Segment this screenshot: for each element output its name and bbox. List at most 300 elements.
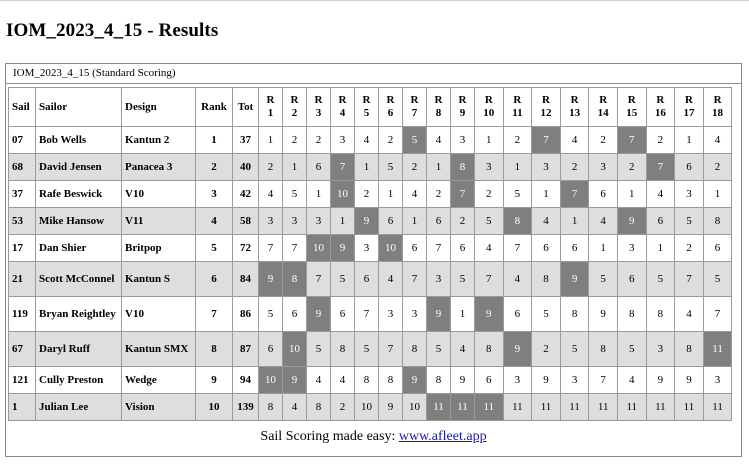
race-score: 8 — [331, 332, 355, 367]
race-score: 3 — [675, 181, 704, 208]
discarded-race-score: 7 — [646, 154, 675, 181]
rank: 2 — [196, 154, 233, 181]
race-score: 5 — [617, 332, 646, 367]
race-score: 6 — [427, 208, 451, 235]
race-score: 2 — [259, 154, 283, 181]
race-number: 12 — [540, 107, 552, 119]
race-score: 1 — [451, 297, 475, 332]
race-number: 6 — [387, 107, 394, 119]
table-row — [9, 208, 732, 235]
sail-number: 67 — [9, 332, 36, 367]
race-score: 1 — [503, 154, 532, 181]
race-score: 3 — [427, 262, 451, 297]
sail-number: 119 — [9, 297, 36, 332]
race-score: 3 — [283, 208, 307, 235]
header-sail: Sail — [9, 88, 36, 127]
afleet-link[interactable]: www.afleet.app — [398, 429, 487, 444]
race-score: 2 — [403, 154, 427, 181]
race-letter: R — [338, 94, 347, 106]
discarded-race-score: 9 — [617, 208, 646, 235]
discarded-race-score: 9 — [283, 367, 307, 394]
boat-design: V10 — [122, 297, 196, 332]
race-score: 4 — [379, 262, 403, 297]
discarded-race-score: 7 — [331, 154, 355, 181]
race-score: 4 — [532, 208, 561, 235]
boat-design: V11 — [122, 208, 196, 235]
footer-text: Sail Scoring made easy: — [260, 429, 399, 444]
race-number: 3 — [315, 107, 322, 119]
page-title: IOM_2023_4_15 - Results — [6, 20, 219, 41]
race-score: 1 — [675, 127, 704, 154]
race-score: 10 — [355, 394, 379, 421]
discarded-race-score: 10 — [379, 235, 403, 262]
total-points: 87 — [233, 332, 259, 367]
race-score: 4 — [259, 181, 283, 208]
discarded-race-score: 11 — [427, 394, 451, 421]
race-score: 6 — [646, 208, 675, 235]
race-score: 8 — [427, 367, 451, 394]
race-score: 5 — [560, 332, 589, 367]
race-score: 3 — [589, 154, 618, 181]
race-score: 2 — [675, 235, 704, 262]
table-row — [9, 235, 732, 262]
discarded-race-score: 10 — [331, 181, 355, 208]
race-score: 3 — [379, 297, 403, 332]
race-number: 4 — [339, 107, 346, 119]
total-points: 139 — [233, 394, 259, 421]
rank: 7 — [196, 297, 233, 332]
race-score: 3 — [259, 208, 283, 235]
race-score: 6 — [259, 332, 283, 367]
race-score: 3 — [403, 297, 427, 332]
race-number: 8 — [435, 107, 442, 119]
race-letter: R — [599, 94, 608, 106]
discarded-race-score: 7 — [560, 181, 589, 208]
race-score: 4 — [307, 367, 331, 394]
race-score: 8 — [403, 332, 427, 367]
sail-number: 68 — [9, 154, 36, 181]
race-score: 11 — [532, 394, 561, 421]
race-score: 6 — [589, 181, 618, 208]
race-score: 11 — [675, 394, 704, 421]
rank: 9 — [196, 367, 233, 394]
race-number: 15 — [626, 107, 638, 119]
sail-number: 1 — [9, 394, 36, 421]
race-score: 6 — [331, 297, 355, 332]
discarded-race-score: 8 — [451, 154, 475, 181]
race-score: 5 — [503, 181, 532, 208]
race-score: 11 — [703, 394, 732, 421]
race-score: 8 — [475, 332, 504, 367]
race-score: 2 — [331, 394, 355, 421]
header-race-9 — [451, 88, 475, 127]
race-score: 4 — [331, 367, 355, 394]
header-race-4 — [331, 88, 355, 127]
race-score: 6 — [307, 154, 331, 181]
race-score: 2 — [589, 127, 618, 154]
sail-number: 21 — [9, 262, 36, 297]
race-score: 6 — [560, 235, 589, 262]
race-letter: R — [290, 94, 299, 106]
header-race-17 — [675, 88, 704, 127]
race-score: 1 — [560, 208, 589, 235]
race-score: 5 — [532, 297, 561, 332]
results-sheet — [5, 63, 742, 457]
race-letter: R — [542, 94, 550, 106]
boat-design: Kantun S — [122, 262, 196, 297]
sailor-name: Rafe Beswick — [36, 181, 122, 208]
race-score: 1 — [475, 127, 504, 154]
race-number: 2 — [291, 107, 298, 119]
race-score: 8 — [646, 297, 675, 332]
race-score: 7 — [475, 262, 504, 297]
race-score: 2 — [703, 154, 732, 181]
race-score: 9 — [646, 367, 675, 394]
race-score: 7 — [403, 262, 427, 297]
race-score: 3 — [646, 332, 675, 367]
race-score: 2 — [355, 181, 379, 208]
table-row — [9, 332, 732, 367]
discarded-race-score: 9 — [503, 332, 532, 367]
race-number: 13 — [569, 107, 581, 119]
race-score: 1 — [427, 154, 451, 181]
race-score: 6 — [675, 154, 704, 181]
race-score: 2 — [646, 127, 675, 154]
race-score: 9 — [675, 367, 704, 394]
race-score: 1 — [646, 235, 675, 262]
race-number: 14 — [597, 107, 609, 119]
discarded-race-score: 9 — [427, 297, 451, 332]
sailor-name: David Jensen — [36, 154, 122, 181]
race-score: 4 — [646, 181, 675, 208]
race-score: 4 — [560, 127, 589, 154]
race-number: 1 — [267, 107, 274, 119]
race-letter: R — [484, 94, 493, 106]
race-score: 6 — [355, 262, 379, 297]
sailor-name: Julian Lee — [36, 394, 122, 421]
boat-design: Wedge — [122, 367, 196, 394]
sailor-name: Daryl Ruff — [36, 332, 122, 367]
race-letter: R — [314, 94, 323, 106]
race-score: 6 — [283, 297, 307, 332]
race-score: 7 — [503, 235, 532, 262]
table-row — [9, 127, 732, 154]
total-points: 40 — [233, 154, 259, 181]
race-score: 2 — [451, 208, 475, 235]
race-score: 7 — [703, 297, 732, 332]
race-score: 8 — [379, 367, 403, 394]
table-row — [9, 367, 732, 394]
race-letter: R — [458, 94, 467, 106]
race-letter: R — [656, 94, 665, 106]
race-score: 2 — [560, 154, 589, 181]
race-score: 10 — [403, 394, 427, 421]
race-score: 4 — [617, 367, 646, 394]
header-race-2 — [283, 88, 307, 127]
discarded-race-score: 9 — [355, 208, 379, 235]
header-race-7 — [403, 88, 427, 127]
race-number: 5 — [363, 107, 370, 119]
race-letter: R — [513, 94, 522, 106]
race-letter: R — [386, 94, 395, 106]
race-score: 1 — [331, 208, 355, 235]
race-letter: R — [713, 94, 722, 106]
race-score: 1 — [379, 181, 403, 208]
footer — [6, 429, 741, 445]
discarded-race-score: 11 — [451, 394, 475, 421]
top-border — [0, 0, 749, 5]
race-score: 5 — [307, 332, 331, 367]
sail-number: 07 — [9, 127, 36, 154]
discarded-race-score: 7 — [532, 127, 561, 154]
race-score: 7 — [427, 235, 451, 262]
table-row — [9, 394, 732, 421]
sail-number: 37 — [9, 181, 36, 208]
header-race-16 — [646, 88, 675, 127]
discarded-race-score: 10 — [307, 235, 331, 262]
discarded-race-score: 7 — [617, 127, 646, 154]
rank: 6 — [196, 262, 233, 297]
header-race-6 — [379, 88, 403, 127]
rank: 4 — [196, 208, 233, 235]
header-race-1 — [259, 88, 283, 127]
race-score: 8 — [355, 367, 379, 394]
header-tot: Tot — [233, 88, 259, 127]
header-race-3 — [307, 88, 331, 127]
discarded-race-score: 10 — [259, 367, 283, 394]
race-number: 11 — [512, 107, 523, 119]
race-score: 6 — [475, 367, 504, 394]
discarded-race-score: 9 — [560, 262, 589, 297]
race-score: 7 — [675, 262, 704, 297]
race-score: 6 — [703, 235, 732, 262]
race-score: 5 — [379, 154, 403, 181]
race-score: 3 — [532, 154, 561, 181]
discarded-race-score: 5 — [403, 127, 427, 154]
race-score: 2 — [475, 181, 504, 208]
race-score: 2 — [427, 181, 451, 208]
race-score: 2 — [283, 127, 307, 154]
rank: 5 — [196, 235, 233, 262]
race-score: 3 — [451, 127, 475, 154]
race-score: 4 — [589, 208, 618, 235]
race-score: 1 — [617, 181, 646, 208]
discarded-race-score: 10 — [283, 332, 307, 367]
race-number: 18 — [712, 107, 724, 119]
header-race-12 — [532, 88, 561, 127]
race-score: 3 — [503, 367, 532, 394]
sailor-name: Dan Shier — [36, 235, 122, 262]
race-score: 5 — [475, 208, 504, 235]
race-score: 3 — [331, 127, 355, 154]
race-number: 17 — [683, 107, 695, 119]
race-number: 7 — [411, 107, 418, 119]
race-number: 16 — [654, 107, 666, 119]
race-score: 1 — [703, 181, 732, 208]
race-score: 9 — [451, 367, 475, 394]
header-race-10 — [475, 88, 504, 127]
race-letter: R — [266, 94, 275, 106]
discarded-race-score: 9 — [259, 262, 283, 297]
race-score: 7 — [355, 297, 379, 332]
race-score: 4 — [475, 235, 504, 262]
race-score: 7 — [589, 367, 618, 394]
race-score: 2 — [379, 127, 403, 154]
header-race-15 — [617, 88, 646, 127]
race-score: 5 — [451, 262, 475, 297]
race-score: 4 — [403, 181, 427, 208]
results-table — [8, 87, 732, 421]
discarded-race-score: 9 — [403, 367, 427, 394]
race-score: 7 — [379, 332, 403, 367]
total-points: 58 — [233, 208, 259, 235]
race-score: 5 — [646, 262, 675, 297]
race-score: 8 — [560, 297, 589, 332]
race-score: 3 — [703, 367, 732, 394]
total-points: 86 — [233, 297, 259, 332]
table-row — [9, 262, 732, 297]
race-letter: R — [362, 94, 371, 106]
race-score: 7 — [307, 262, 331, 297]
total-points: 37 — [233, 127, 259, 154]
race-score: 8 — [259, 394, 283, 421]
boat-design: Kantun SMX — [122, 332, 196, 367]
race-score: 11 — [646, 394, 675, 421]
race-score: 9 — [532, 367, 561, 394]
discarded-race-score: 9 — [307, 297, 331, 332]
results-body — [9, 127, 732, 421]
race-score: 2 — [532, 332, 561, 367]
race-score: 1 — [589, 235, 618, 262]
race-score: 8 — [307, 394, 331, 421]
discarded-race-score: 7 — [451, 181, 475, 208]
race-score: 1 — [307, 181, 331, 208]
rank: 10 — [196, 394, 233, 421]
race-score: 5 — [331, 262, 355, 297]
race-letter: R — [570, 94, 579, 106]
race-score: 8 — [532, 262, 561, 297]
race-score: 3 — [475, 154, 504, 181]
race-letter: R — [684, 94, 693, 106]
header-race-8 — [427, 88, 451, 127]
race-score: 4 — [675, 297, 704, 332]
race-score: 2 — [503, 127, 532, 154]
sail-number: 121 — [9, 367, 36, 394]
boat-design: V10 — [122, 181, 196, 208]
race-score: 6 — [451, 235, 475, 262]
race-score: 9 — [589, 297, 618, 332]
race-score: 1 — [532, 181, 561, 208]
discarded-race-score: 8 — [503, 208, 532, 235]
sailor-name: Scott McConnel — [36, 262, 122, 297]
boat-design: Vision — [122, 394, 196, 421]
race-score: 11 — [503, 394, 532, 421]
race-score: 4 — [703, 127, 732, 154]
race-score: 6 — [403, 235, 427, 262]
discarded-race-score: 11 — [703, 332, 732, 367]
sail-number: 53 — [9, 208, 36, 235]
race-score: 1 — [259, 127, 283, 154]
race-score: 4 — [355, 127, 379, 154]
race-score: 3 — [307, 208, 331, 235]
rank: 3 — [196, 181, 233, 208]
race-score: 7 — [259, 235, 283, 262]
header-race-11 — [503, 88, 532, 127]
sailor-name: Mike Hansow — [36, 208, 122, 235]
race-score: 1 — [403, 208, 427, 235]
race-number: 10 — [483, 107, 495, 119]
race-score: 11 — [560, 394, 589, 421]
race-score: 5 — [259, 297, 283, 332]
total-points: 72 — [233, 235, 259, 262]
race-score: 3 — [617, 235, 646, 262]
table-row — [9, 297, 732, 332]
race-score: 5 — [589, 262, 618, 297]
race-score: 4 — [427, 127, 451, 154]
race-score: 3 — [560, 367, 589, 394]
discarded-race-score: 9 — [331, 235, 355, 262]
sail-number: 17 — [9, 235, 36, 262]
race-score: 11 — [617, 394, 646, 421]
boat-design: Britpop — [122, 235, 196, 262]
race-score: 5 — [355, 332, 379, 367]
race-score: 7 — [283, 235, 307, 262]
header-row — [9, 88, 732, 127]
boat-design: Kantun 2 — [122, 127, 196, 154]
race-score: 6 — [503, 297, 532, 332]
race-score: 6 — [617, 262, 646, 297]
race-score: 6 — [532, 235, 561, 262]
discarded-race-score: 9 — [475, 297, 504, 332]
race-score: 5 — [427, 332, 451, 367]
sailor-name: Bob Wells — [36, 127, 122, 154]
race-score: 2 — [307, 127, 331, 154]
total-points: 94 — [233, 367, 259, 394]
race-score: 4 — [503, 262, 532, 297]
race-score: 3 — [355, 235, 379, 262]
race-score: 4 — [283, 394, 307, 421]
table-row — [9, 181, 732, 208]
boat-design: Panacea 3 — [122, 154, 196, 181]
discarded-race-score: 11 — [475, 394, 504, 421]
header-rank: Rank — [196, 88, 233, 127]
race-letter: R — [627, 94, 636, 106]
rank: 8 — [196, 332, 233, 367]
race-score: 6 — [379, 208, 403, 235]
race-score: 11 — [589, 394, 618, 421]
race-score: 1 — [355, 154, 379, 181]
race-score: 9 — [379, 394, 403, 421]
race-score: 8 — [617, 297, 646, 332]
race-score: 8 — [703, 208, 732, 235]
race-score: 5 — [675, 208, 704, 235]
race-score: 8 — [589, 332, 618, 367]
race-score: 2 — [617, 154, 646, 181]
header-race-13 — [560, 88, 589, 127]
table-caption: IOM_2023_4_15 (Standard Scoring) — [6, 64, 741, 84]
race-score: 5 — [703, 262, 732, 297]
sailor-name: Cully Preston — [36, 367, 122, 394]
race-letter: R — [434, 94, 443, 106]
table-row — [9, 154, 732, 181]
header-race-5 — [355, 88, 379, 127]
race-score: 1 — [283, 154, 307, 181]
race-score: 4 — [451, 332, 475, 367]
race-letter: R — [410, 94, 419, 106]
race-score: 5 — [283, 181, 307, 208]
total-points: 84 — [233, 262, 259, 297]
total-points: 42 — [233, 181, 259, 208]
